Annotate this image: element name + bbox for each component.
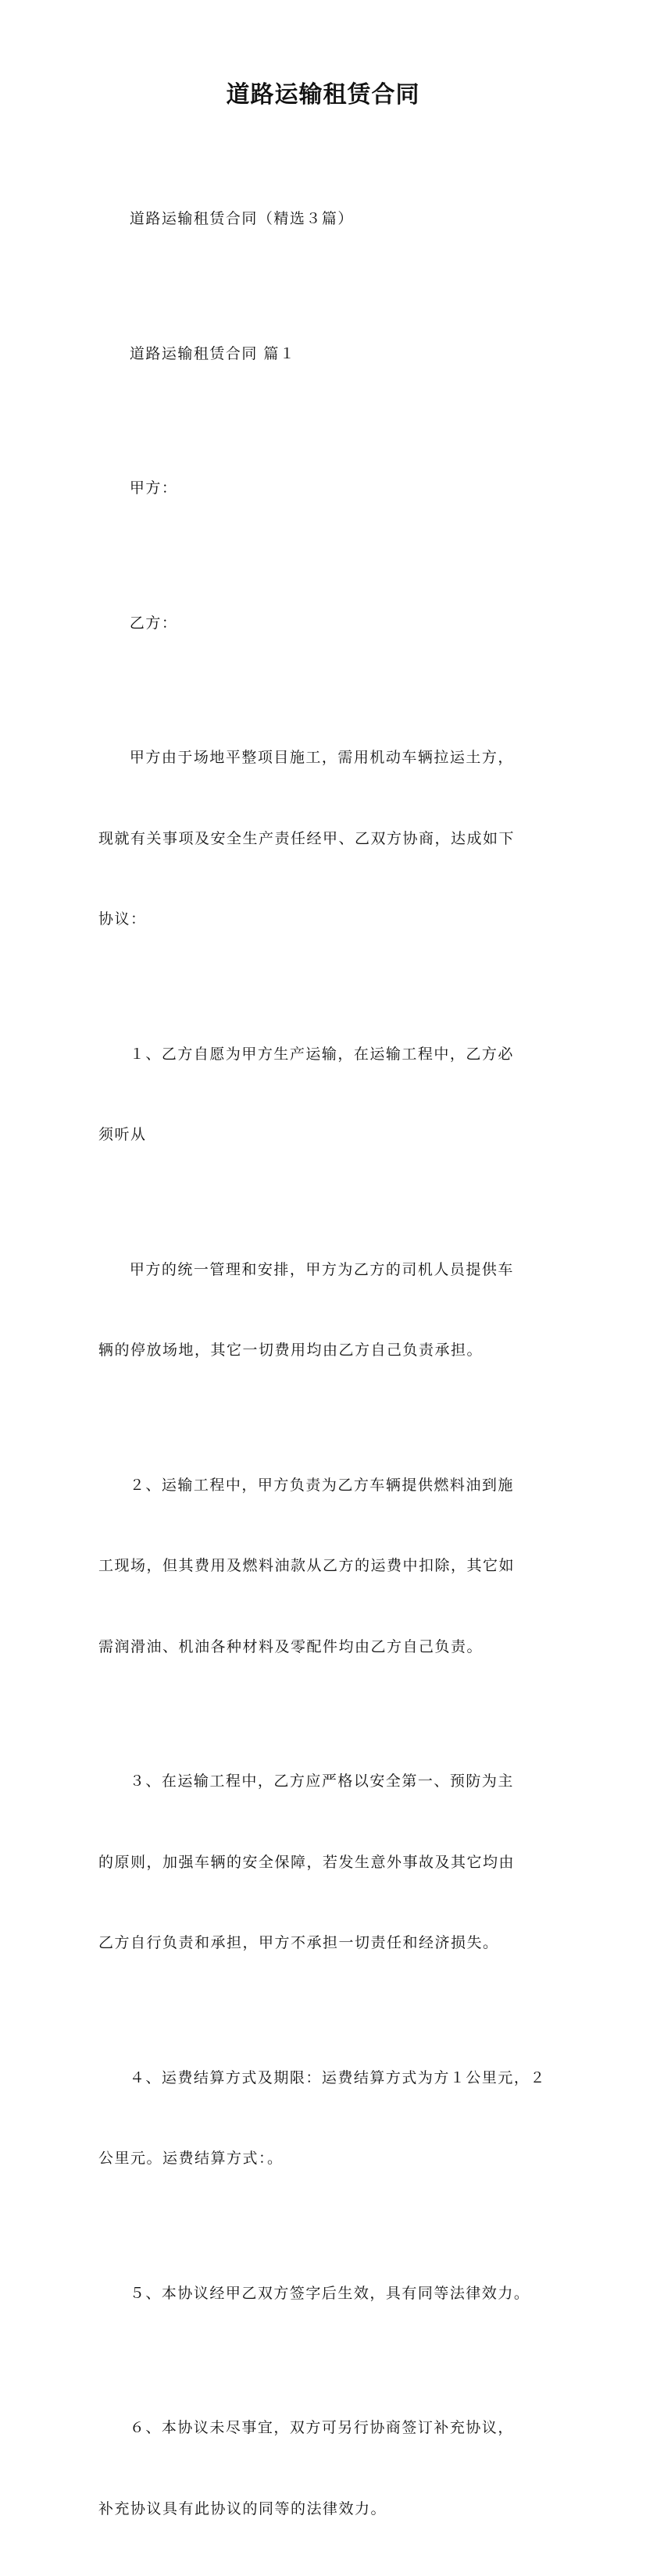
document-title: 道路运输租赁合同 (226, 81, 420, 109)
document-body (98, 151, 567, 2576)
paragraph-clause-1-continued (98, 1202, 567, 1418)
paragraph-line: 甲方： (129, 479, 178, 497)
paragraph-line: 道路运输租赁合同 篇１ (129, 344, 296, 362)
paragraph-line: 道路运输租赁合同（精选３篇） (129, 210, 354, 227)
paragraph-line: 公里元。运费结算方式：。 (98, 2150, 284, 2167)
paragraph-line: ４、运费结算方式及期限：运费结算方式为方１公里元，２ (129, 2068, 546, 2086)
paragraph-line: 甲方的统一管理和安排，甲方为乙方的司机人员提供车 (129, 1260, 514, 1278)
paragraph-line: 协议： (98, 910, 147, 928)
paragraph-section-heading (98, 287, 567, 422)
paragraph-party-b (98, 556, 567, 691)
paragraph-line: ６、本协议未尽事宜，双方可另行协商签订补充协议， (129, 2419, 514, 2436)
paragraph-line: 需润滑油、机油各种材料及零配件均由乙方自己负责。 (98, 1637, 484, 1655)
paragraph-subtitle (98, 151, 567, 287)
paragraph-line: 工现场，但其费用及燃料油款从乙方的运费中扣除，其它如 (98, 1557, 516, 1574)
paragraph-line: 现就有关事项及安全生产责任经甲、乙双方协商，达成如下 (98, 829, 516, 847)
paragraph-line: 须听从 (98, 1126, 147, 1143)
paragraph-clause-1 (98, 987, 567, 1202)
paragraph-line: 的原则，加强车辆的安全保障，若发生意外事故及其它均由 (98, 1853, 516, 1871)
paragraph-party-a (98, 421, 567, 556)
paragraph-line: 乙方自行负责和承担，甲方不承担一切责任和经济损失。 (98, 1934, 499, 1951)
paragraph-clause-3 (98, 1714, 567, 2011)
paragraph-line: 甲方由于场地平整项目施工，需用机动车辆拉运土方， (129, 749, 514, 766)
paragraph-line: ２、运输工程中，甲方负责为乙方车辆提供燃料油到施 (129, 1476, 514, 1494)
paragraph-line: 辆的停放场地，其它一切费用均由乙方自己负责承担。 (98, 1341, 484, 1359)
paragraph-clause-2 (98, 1418, 567, 1715)
paragraph-line: ３、在运输工程中，乙方应严格以安全第一、预防为主 (129, 1773, 514, 1790)
paragraph-clause-5 (98, 2226, 567, 2361)
paragraph-line: 乙方： (129, 614, 178, 632)
paragraph-line: 补充协议具有此协议的同等的法律效力。 (98, 2499, 387, 2517)
paragraph-clause-6 (98, 2360, 567, 2576)
paragraph-clause-4 (98, 2011, 567, 2226)
paragraph-line: ５、本协议经甲乙双方签字后生效，具有同等法律效力。 (129, 2284, 530, 2302)
paragraph-intro (98, 690, 567, 987)
paragraph-line: １、乙方自愿为甲方生产运输，在运输工程中，乙方必 (129, 1045, 514, 1063)
